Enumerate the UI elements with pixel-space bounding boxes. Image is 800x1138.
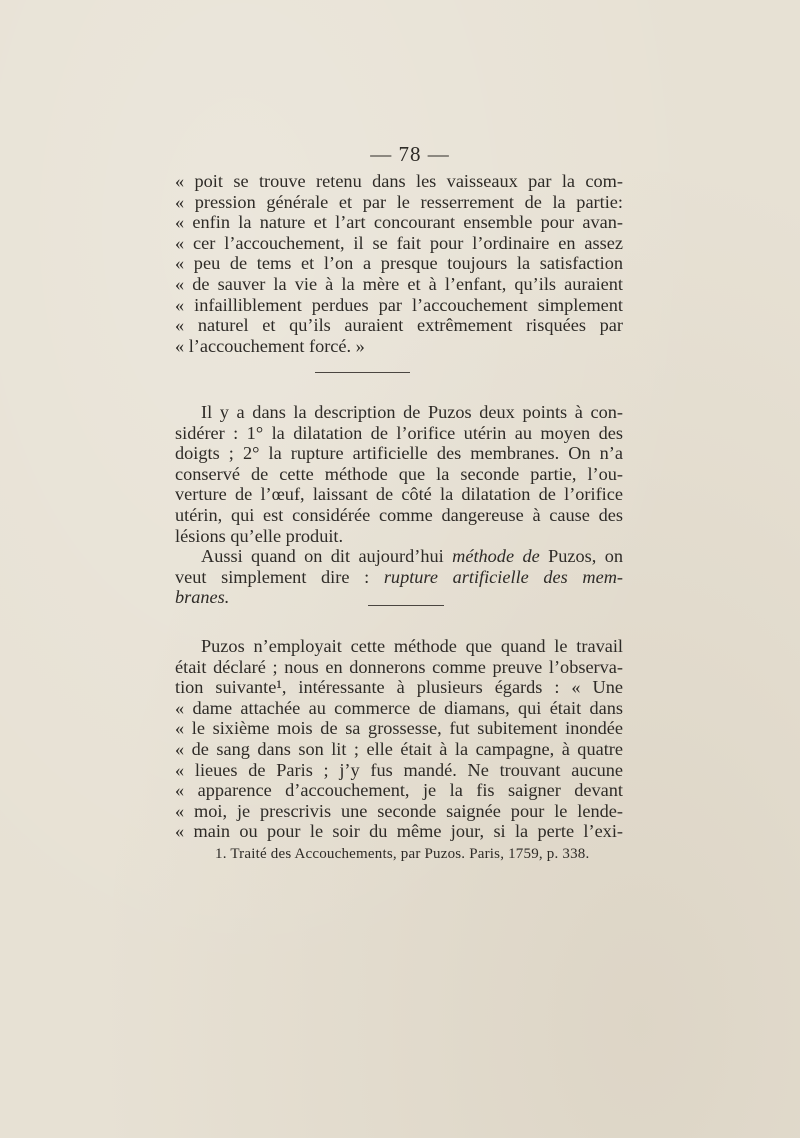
text-line: était déclaré ; nous en donnerons comme preuve l’observa- — [175, 656, 623, 677]
paragraph-puzos-method — [175, 402, 623, 546]
text-line: Il y a dans la description de Puzos deux points à con- — [201, 402, 623, 422]
text-line: « le sixième mois de sa grossesse, fut subitement inondée — [175, 718, 623, 739]
page-number: — 78 — — [370, 142, 450, 166]
section-divider — [315, 372, 410, 373]
text-line: « dame attachée au commerce de diamans, qui était dans — [175, 697, 623, 718]
text-line: veut simplement dire : rupture artificielle des mem- — [175, 566, 623, 587]
text-line: « de sang dans son lit ; elle était à la campagne, à quatre — [175, 738, 623, 759]
text-line: Aussi quand on dit aujourd’hui méthode de Puzos, on — [201, 546, 623, 566]
text-line: « de sauver la vie à la mère et à l’enfant, qu’ils auraient — [175, 273, 623, 294]
paragraph-definition — [175, 546, 623, 608]
text-line: « enfin la nature et l’art concourant ensemble pour avan- — [175, 212, 623, 233]
text-line: « main ou pour le soir du même jour, si la perte l’exi- — [175, 821, 623, 842]
footnote: 1. Traité des Accouchements, par Puzos. Paris, 1759, p. 338. — [215, 846, 590, 862]
text-line: Puzos n’employait cette méthode que quand le travail — [201, 636, 623, 656]
quotation-block — [175, 171, 623, 356]
text-line: verture de l’œuf, laissant de côté la dilatation de l’orifice — [175, 484, 623, 505]
text-line: « apparence d’accouchement, je la fis saigner devant — [175, 780, 623, 801]
text-line: tion suivante¹, intéressante à plusieurs égards : « Une — [175, 677, 623, 698]
section-divider — [368, 605, 444, 606]
text-line: branes. — [175, 587, 230, 608]
text-line: doigts ; 2° la rupture artificielle des membranes. On n’a — [175, 443, 623, 464]
text-line: « peu de tems et l’on a presque toujours la satisfaction — [175, 253, 623, 274]
text-line: « lieues de Paris ; j’y fus mandé. Ne trouvant aucune — [175, 759, 623, 780]
text-line: « naturel et qu’ils auraient extrêmement risquées par — [175, 315, 623, 336]
text-line: « poit se trouve retenu dans les vaisseaux par la com- — [175, 171, 623, 191]
text-line: sidérer : 1° la dilatation de l’orifice utérin au moyen des — [175, 422, 623, 443]
text-line: « moi, je prescrivis une seconde saignée pour le lende- — [175, 800, 623, 821]
text-line: « pression générale et par le resserrement de la partie: — [175, 191, 623, 212]
text-line: lésions qu’elle produit. — [175, 525, 344, 546]
text-line: « cer l’accouchement, il se fait pour l’ordinaire en assez — [175, 232, 623, 253]
text-line: conservé de cette méthode que la seconde partie, l’ou- — [175, 463, 623, 484]
text-line: « infailliblement perdues par l’accouchement simplement — [175, 294, 623, 315]
text-line: « l’accouchement forcé. » — [175, 335, 365, 356]
text-line: utérin, qui est considérée comme dangereuse à cause des — [175, 504, 623, 525]
paragraph-observation — [175, 636, 623, 842]
